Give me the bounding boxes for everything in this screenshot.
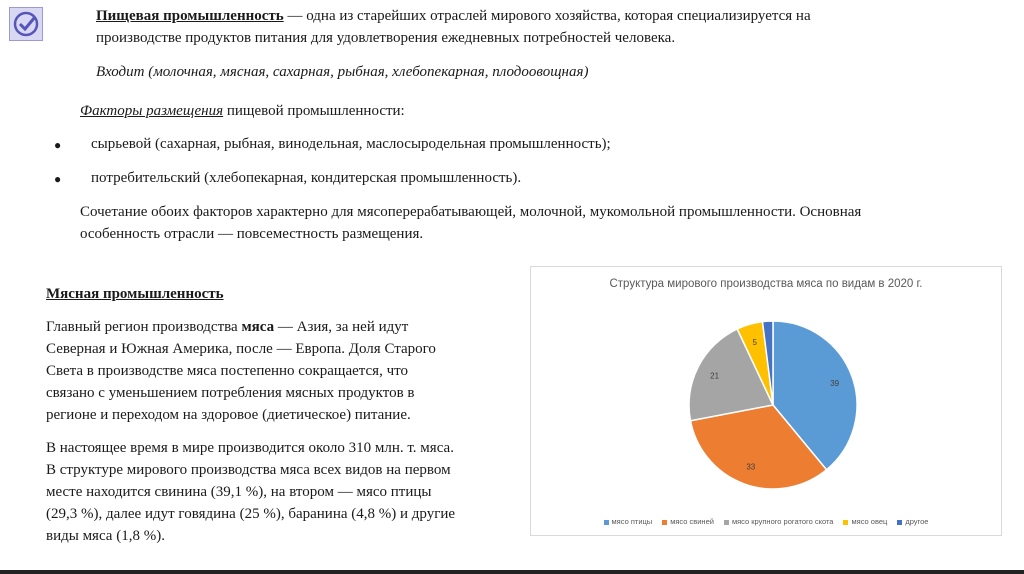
includes-text: Входит (молочная, мясная, сахарная, рыбная, хлебопекарная, плодоовощная)	[96, 64, 589, 80]
pie-slice-label-1: 33	[746, 462, 756, 472]
factors-label: Факторы размещения	[80, 103, 224, 119]
legend-swatch-4	[897, 520, 902, 525]
legend-label-0: мясо птицы	[611, 517, 653, 526]
definition-line-2: производстве продуктов питания для удовлетворения ежедневных потребностей человека.	[96, 30, 676, 46]
meat-p2-line1: В настоящее время в мире производится около 310 млн. т. мяса.	[46, 440, 454, 456]
meat-p1-line2: Северная и Южная Америка, после — Европа. Доля Старого	[46, 341, 436, 357]
meat-p1-line5: регионе и переходом на здоровое (диетическое) питание.	[46, 407, 411, 423]
meat-p2-line5: виды мяса (1,8 %).	[46, 528, 165, 544]
combo-line-1: Сочетание обоих факторов характерно для мясоперерабатывающей, молочной, мукомольной промышленности. Основная	[80, 204, 862, 220]
meat-p2-line2: В структуре мирового производства мяса всех видов на первом	[46, 462, 451, 478]
definition-line-1	[96, 6, 811, 27]
legend-label-2: мясо крупного рогатого скота	[731, 517, 834, 526]
legend-label-4: другое	[905, 517, 929, 526]
pie-slice-label-3: 5	[752, 338, 757, 348]
legend-swatch-2	[724, 520, 729, 525]
meat-p2-line3: месте находится свинина (39,1 %), на втором — мясо птицы	[46, 484, 432, 500]
meat-heading	[46, 284, 224, 305]
legend-swatch-1	[662, 520, 667, 525]
meat-p1-line1-a: Главный регион производства	[46, 319, 242, 335]
legend-swatch-3	[843, 520, 848, 525]
legend-item-1	[662, 517, 714, 526]
chart-legend	[531, 517, 1001, 526]
bullet-dot-1: ●	[54, 138, 62, 152]
meat-p1-line1	[46, 317, 408, 338]
pie-chart	[530, 266, 1002, 536]
legend-item-0	[604, 517, 653, 526]
legend-item-2	[724, 517, 834, 526]
pie-slice-label-2: 21	[710, 371, 720, 381]
factors-line	[80, 101, 405, 122]
bottom-divider	[0, 570, 1024, 574]
legend-item-4	[897, 517, 928, 526]
food-industry-title: Пищевая промышленность	[96, 8, 284, 24]
legend-label-3: мясо овец	[851, 517, 888, 526]
bullet-item-1: сырьевой (сахарная, рыбная, винодельная, маслосыродельная промышленность);	[91, 136, 611, 152]
meat-p1-line1-b: — Азия, за ней идут	[274, 319, 409, 335]
pie-svg	[531, 267, 1001, 507]
legend-label-1: мясо свиней	[670, 517, 714, 526]
meat-heading-text: Мясная промышленность	[46, 286, 224, 302]
meat-p1-line3: Света в производстве мяса постепенно сокращается, что	[46, 363, 408, 379]
pie-slice-label-0: 39	[830, 378, 840, 388]
combo-line-2: особенность отрасли — повсеместность размещения.	[80, 226, 424, 242]
checkmark-logo	[9, 7, 43, 41]
legend-item-3	[843, 517, 887, 526]
bullet-dot-2: ●	[54, 172, 62, 186]
factors-rest: пищевой промышленности:	[223, 103, 405, 119]
includes-line	[96, 62, 588, 83]
meat-p2-line4: (29,3 %), далее идут говядина (25 %), баранина (4,8 %) и другие	[46, 506, 456, 522]
definition-text-1: — одна из старейших отраслей мирового хозяйства, которая специализируется на	[283, 8, 811, 24]
checkmark-icon	[12, 10, 40, 38]
bullet-item-2: потребительский (хлебопекарная, кондитерская промышленность).	[91, 170, 522, 186]
meat-p1-line4: связано с уменьшением потребления мясных продуктов в	[46, 385, 415, 401]
legend-swatch-0	[604, 520, 609, 525]
meat-p1-bold: мяса	[241, 319, 275, 335]
chart-title: Структура мирового производства мяса по видам в 2020 г.	[609, 278, 923, 290]
